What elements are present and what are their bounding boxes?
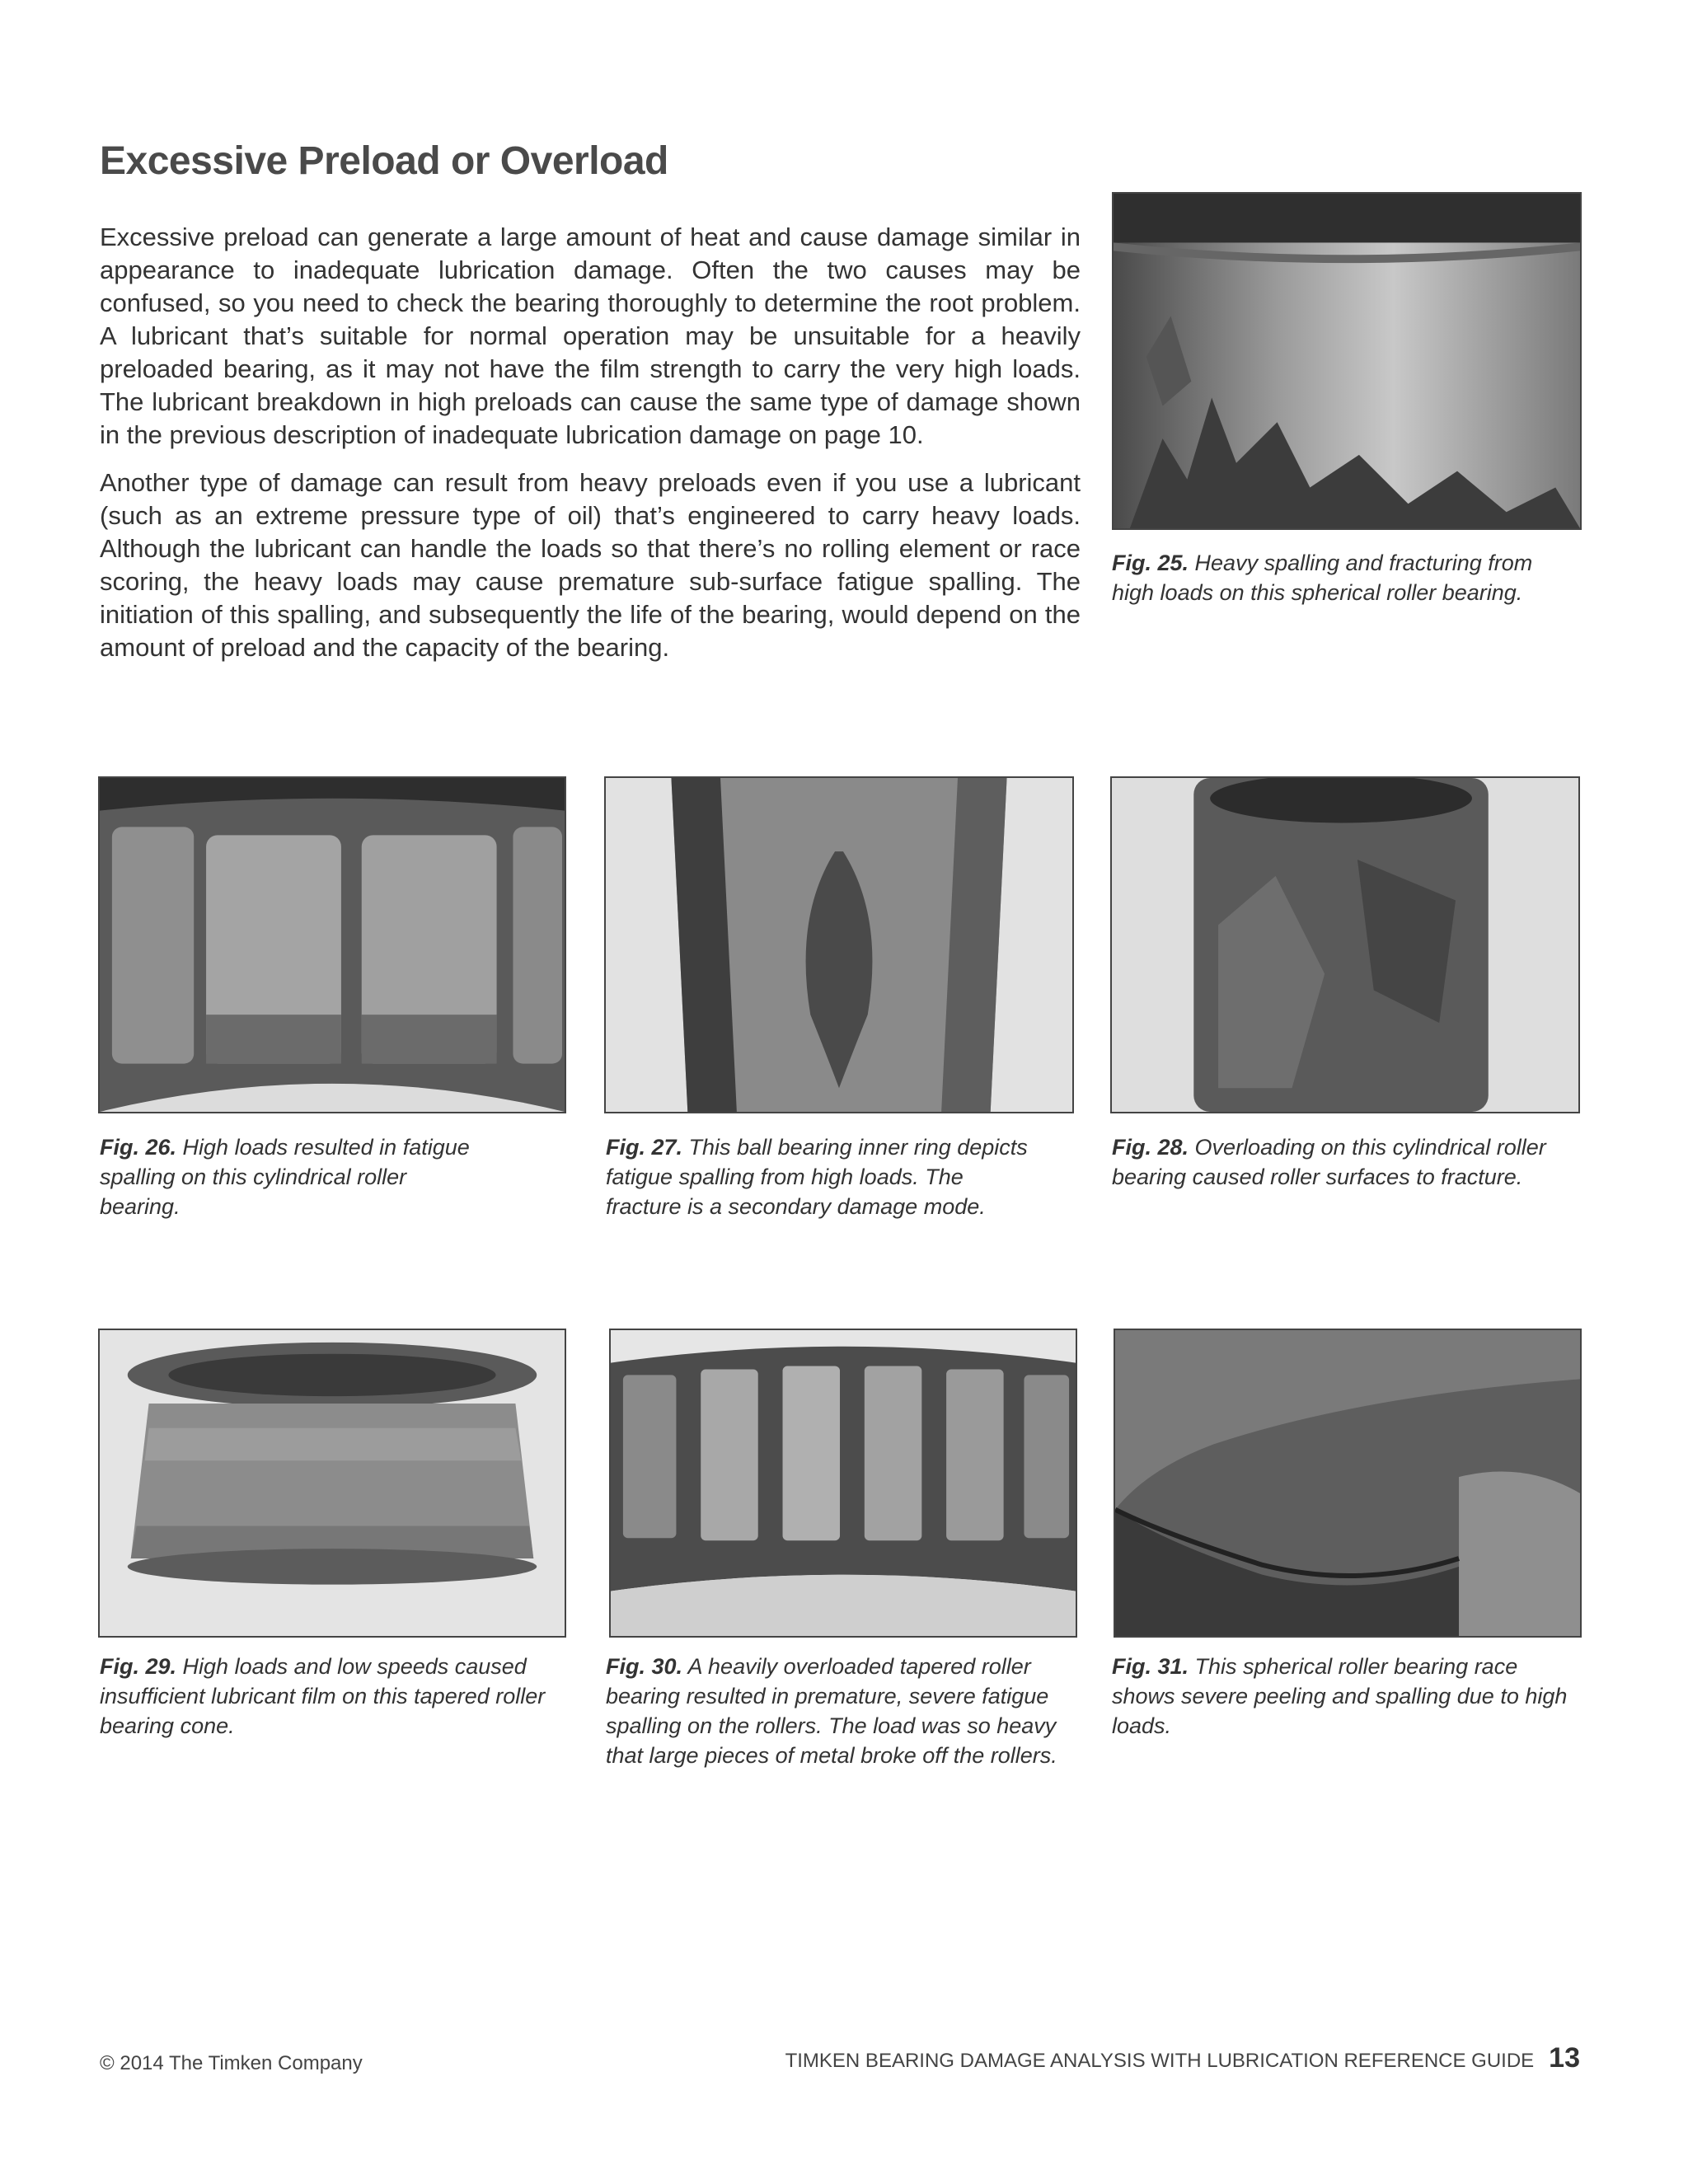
fig-28-caption [1112, 1132, 1573, 1192]
fig-28-text: Overloading on this cylindrical roller bearing caused roller surfaces to fracture. [1112, 1135, 1546, 1189]
fig-29-photo [98, 1329, 566, 1638]
fig-29-caption [100, 1652, 570, 1741]
fig-26-caption [100, 1132, 479, 1221]
footer-guide [785, 2042, 1580, 2074]
fig-28-label: Fig. 28. [1112, 1135, 1189, 1160]
fig-26-text: High loads resulted in fatigue spalling on this cylindrical roller bearing. [100, 1135, 470, 1219]
paragraph-1: Excessive preload can generate a large amount of heat and cause damage similar in appearance to inadequate lubrication damage. Often the two causes may be confused, so you need to check the bearing thoroughly to determine the root problem. A lubricant that’s suitable for normal operation may be unsuitable for a heavily preloaded bearing, as it may not have the film strength to carry the very high loads. The lubricant breakdown in high preloads can cause the same type of damage shown in the previous description of inadequate lubrication damage on page 10. [100, 223, 1081, 449]
fig-25-text: Heavy spalling and fracturing from high loads on this spherical roller bearing. [1112, 551, 1533, 605]
fig-30-label: Fig. 30. [606, 1654, 683, 1679]
fig-26-label: Fig. 26. [100, 1135, 177, 1160]
fig-31-caption [1112, 1652, 1582, 1741]
fig-28-photo [1110, 776, 1580, 1113]
footer-guide-title: TIMKEN BEARING DAMAGE ANALYSIS WITH LUBRICATION REFERENCE GUIDE [785, 2050, 1535, 2072]
fig-27-text: This ball bearing inner ring depicts fatigue spalling from high loads. The fracture is a secondary damage mode. [606, 1135, 1028, 1219]
fig-26-photo [98, 776, 566, 1113]
fig-30-caption [606, 1652, 1067, 1770]
page-title: Excessive Preload or Overload [100, 139, 668, 183]
fig-31-text: This spherical roller bearing race shows severe peeling and spalling due to high loads. [1112, 1654, 1568, 1738]
body-text [100, 221, 1081, 679]
fig-31-label: Fig. 31. [1112, 1654, 1189, 1679]
fig-29-label: Fig. 29. [100, 1654, 177, 1679]
fig-27-caption [606, 1132, 1043, 1221]
fig-27-label: Fig. 27. [606, 1135, 683, 1160]
fig-27-photo [604, 776, 1074, 1113]
paragraph-2: Another type of damage can result from heavy preloads even if you use a lubricant (such as an extreme pressure type of oil) that’s engineered to carry heavy loads. Although the lubricant can handle the loads so that there’s no rolling element or race scoring, the heavy loads may cause premature sub-surface fatigue spalling. The initiation of this spalling, and subsequently the life of the bearing, would depend on the amount of preload and the capacity of the bearing. [100, 468, 1081, 662]
fig-31-photo [1114, 1329, 1582, 1638]
fig-25-label: Fig. 25. [1112, 551, 1189, 575]
footer-copyright: © 2014 The Timken Company [100, 2052, 363, 2074]
fig-25-caption [1112, 548, 1557, 607]
fig-30-text: A heavily overloaded tapered roller bearing resulted in premature, severe fatigue spalling on the rollers. The load was so heavy that large pieces of metal broke off the rollers. [606, 1654, 1057, 1768]
fig-30-photo [609, 1329, 1077, 1638]
fig-25-photo [1112, 192, 1582, 530]
fig-29-text: High loads and low speeds caused insufficient lubricant film on this tapered roller bearing cone. [100, 1654, 546, 1738]
page-number: 13 [1549, 2042, 1580, 2074]
